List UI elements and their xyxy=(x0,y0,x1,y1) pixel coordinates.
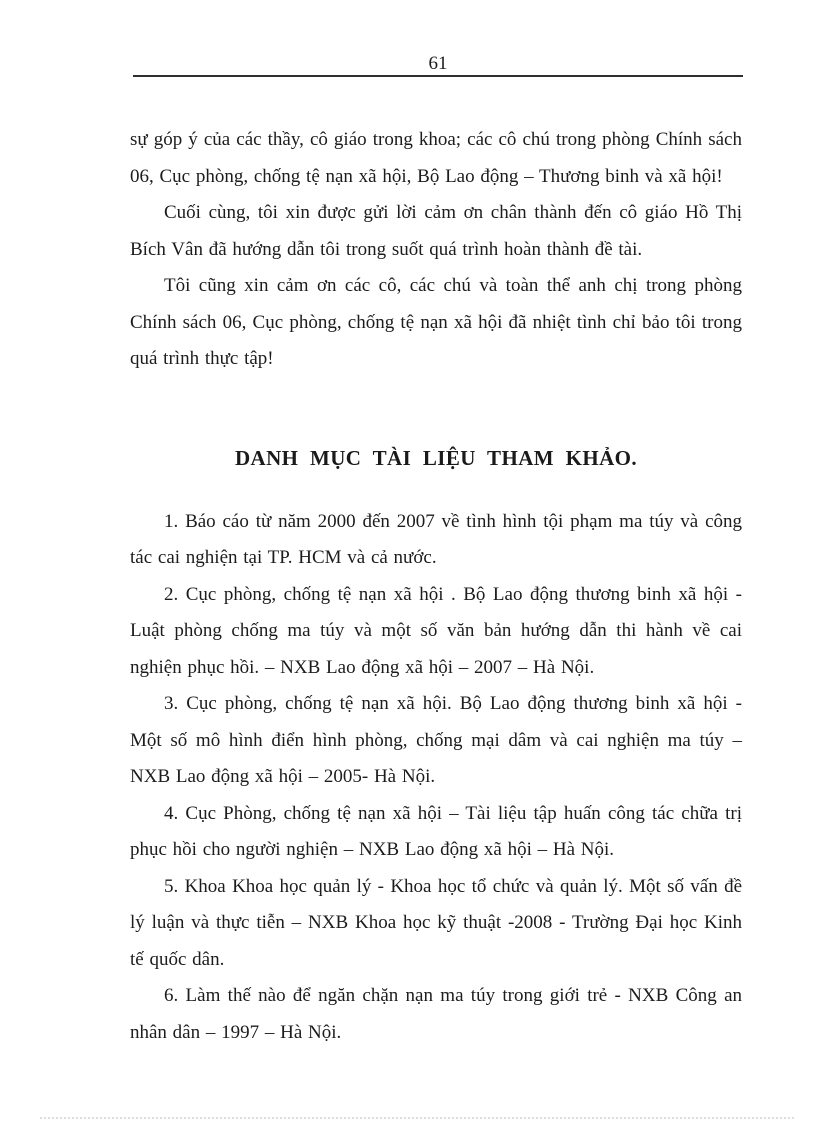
reference-item-6: 6. Làm thế nào để ngăn chặn nạn ma túy trong giới trẻ - NXB Công an nhân dân – 1997 – Hà Nội. xyxy=(130,985,742,1043)
acknowledgment-paragraph-2: Cuối cùng, tôi xin được gửi lời cảm ơn chân thành đến cô giáo Hồ Thị Bích Vân đã hướng dẫn tôi trong suốt quá trình hoàn thành đề tài. xyxy=(130,202,742,260)
reference-item-5: 5. Khoa Khoa học quản lý - Khoa học tổ chức và quản lý. Một số vấn đề lý luận và thực tiễn – NXB Khoa học kỹ thuật -2008 - Trường Đại học Kinh tế quốc dân. xyxy=(130,875,742,970)
references-heading: DANH MỤC TÀI LIỆU THAM KHẢO. xyxy=(234,445,638,470)
reference-item-2: 2. Cục phòng, chống tệ nạn xã hội . Bộ Lao động thương binh xã hội - Luật phòng chống ma túy và một số văn bản hướng dẫn thi hành về cai nghiện phục hồi. – NXB Lao động xã hội – 2007 – Hà Nội. xyxy=(130,583,742,678)
page-header xyxy=(133,52,743,77)
page-number: 61 xyxy=(428,53,448,74)
acknowledgment-paragraph-3: Tôi cũng xin cảm ơn các cô, các chú và toàn thể anh chị trong phòng Chính sách 06, Cục phòng, chống tệ nạn xã hội đã nhiệt tình chỉ bảo tôi trong quá trình thực tập! xyxy=(130,275,742,369)
reference-item-1: 1. Báo cáo từ năm 2000 đến 2007 về tình hình tội phạm ma túy và công tác cai nghiện tại TP. HCM và cả nước. xyxy=(130,510,742,568)
page-content xyxy=(130,122,742,1051)
reference-item-4: 4. Cục Phòng, chống tệ nạn xã hội – Tài liệu tập huấn công tác chữa trị phục hồi cho người nghiện – NXB Lao động xã hội – Hà Nội. xyxy=(130,802,742,860)
acknowledgment-paragraph-1: sự góp ý của các thầy, cô giáo trong khoa; các cô chú trong phòng Chính sách 06, Cục phòng, chống tệ nạn xã hội, Bộ Lao động – Thương binh và xã hội! xyxy=(130,129,742,187)
scan-artifact-line xyxy=(40,1117,794,1119)
reference-item-3: 3. Cục phòng, chống tệ nạn xã hội. Bộ Lao động thương binh xã hội - Một số mô hình điển hình phòng, chống mại dâm và cai nghiện ma túy – NXB Lao động xã hội – 2005- Hà Nội. xyxy=(130,693,742,787)
